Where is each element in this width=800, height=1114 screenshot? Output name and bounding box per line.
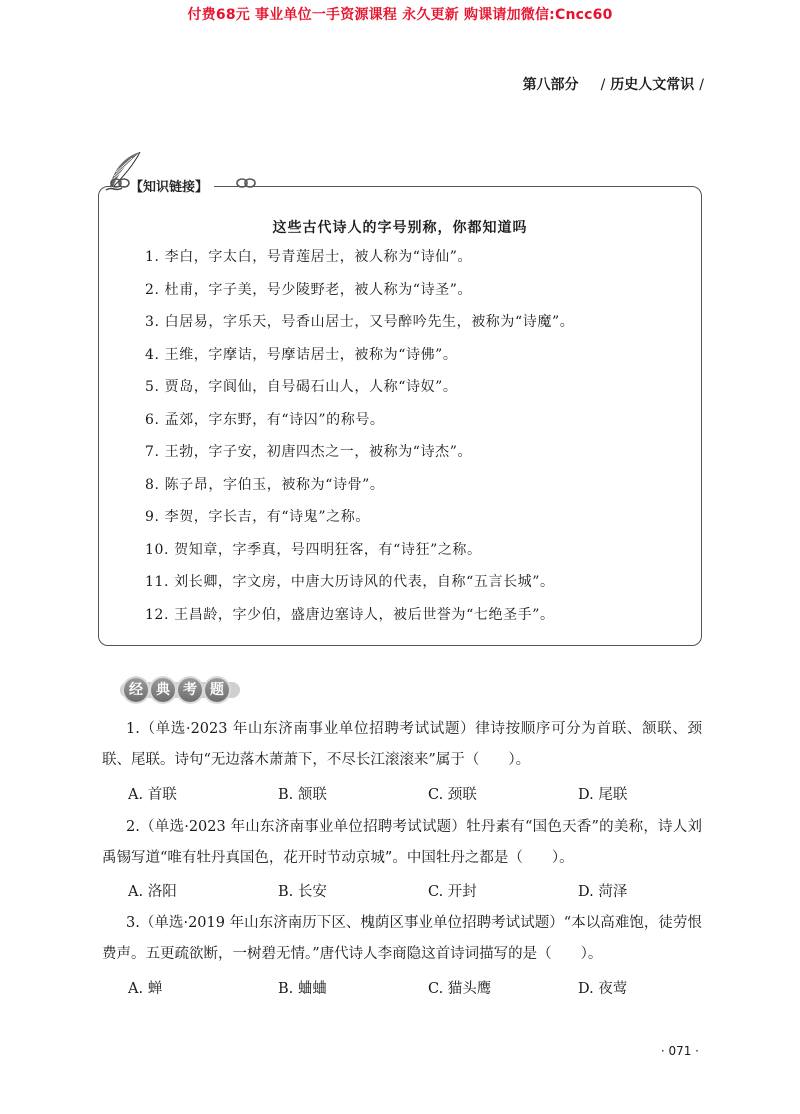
option-c: C. 颈联 <box>428 787 477 803</box>
header-separator: / <box>600 77 606 93</box>
list-item: 2. 杜甫，字子美，号少陵野老，被人称为“诗圣”。 <box>145 281 473 298</box>
question-1 <box>102 714 702 776</box>
question-2-options <box>128 880 700 900</box>
question-3-options <box>128 977 700 997</box>
option-b: B. 蛐蛐 <box>278 981 327 997</box>
exam-title-char: 考 <box>178 678 202 702</box>
question-text: 2.（单选·2023 年山东济南事业单位招聘考试试题）牡丹素有“国色天香”的美称，诗人刘禹锡写道“唯有牡丹真国色，花开时节动京城”。中国牡丹之都是（ ）。 <box>102 819 702 866</box>
option-d: D. 夜莺 <box>578 981 628 997</box>
option-a: A. 洛阳 <box>128 884 177 900</box>
list-item: 5. 贾岛，字阆仙，自号碣石山人，人称“诗奴”。 <box>145 379 458 395</box>
option-d: D. 尾联 <box>578 787 628 803</box>
question-1-options <box>128 783 700 803</box>
list-item: 8. 陈子昂，字伯玉，被称为“诗骨”。 <box>145 476 385 493</box>
list-item: 4. 王维，字摩诘，号摩诘居士，被称为“诗佛”。 <box>145 346 458 363</box>
exam-title-char: 典 <box>151 678 175 702</box>
list-item: 9. 李贺，字长吉，有“诗鬼”之称。 <box>145 509 370 525</box>
list-item: 12. 王昌龄，字少伯，盛唐边塞诗人，被后世誉为“七绝圣手”。 <box>145 606 555 623</box>
list-item: 1. 李白，字太白，号青莲居士，被人称为“诗仙”。 <box>145 249 473 265</box>
option-a: A. 首联 <box>128 787 177 803</box>
option-b: B. 长安 <box>278 884 327 900</box>
exam-title-char: 题 <box>205 678 229 702</box>
question-2 <box>102 812 702 874</box>
header-part: 第八部分 <box>522 77 579 93</box>
watermark-banner: 付费68元 事业单位一手资源课程 永久更新 购课请加微信:Cncc60 <box>187 7 613 23</box>
list-item: 6. 孟郊，字东野，有“诗囚”的称号。 <box>145 411 385 428</box>
page-number: · 071 · <box>660 1044 699 1058</box>
question-text: 1.（单选·2023 年山东济南事业单位招聘考试试题）律诗按顺序可分为首联、颔联、颈联、尾联。诗句“无边落木萧萧下，不尽长江滚滚来”属于（ ）。 <box>102 721 702 768</box>
option-a: A. 蝉 <box>128 981 163 997</box>
knowledge-list <box>145 246 574 636</box>
question-text: 3.（单选·2019 年山东济南历下区、槐荫区事业单位招聘考试试题）“本以高难饱，徒劳恨费声。五更疏欲断，一树碧无情。”唐代诗人李商隐这首诗词描写的是（ ）。 <box>102 915 702 962</box>
list-item: 3. 白居易，字乐天，号香山居士，又号醉吟先生，被称为“诗魔”。 <box>145 314 575 330</box>
knowledge-tag <box>128 176 214 195</box>
option-c: C. 开封 <box>428 884 477 900</box>
question-3 <box>102 908 702 970</box>
header-section: 历史人文常识 <box>610 77 695 93</box>
option-b: B. 颔联 <box>278 787 327 803</box>
chain-link-icon <box>110 177 130 189</box>
header-separator-end: / <box>699 77 704 93</box>
option-c: C. 猫头鹰 <box>428 981 492 997</box>
exam-section-title <box>124 678 229 702</box>
list-item: 10. 贺知章，字季真，号四明狂客，有“诗狂”之称。 <box>145 541 482 558</box>
list-item: 7. 王勃，字子安，初唐四杰之一，被称为“诗杰”。 <box>145 444 473 460</box>
knowledge-title: 这些古代诗人的字号别称，你都知道吗 <box>272 220 528 236</box>
exam-title-char: 经 <box>124 678 148 702</box>
running-header <box>523 74 704 94</box>
knowledge-tag-label: 【知识链接】 <box>130 180 209 195</box>
option-d: D. 菏泽 <box>578 884 628 900</box>
list-item: 11. 刘长卿，字文房，中唐大历诗风的代表，自称“五言长城”。 <box>145 574 555 590</box>
chain-link-icon <box>236 177 256 189</box>
